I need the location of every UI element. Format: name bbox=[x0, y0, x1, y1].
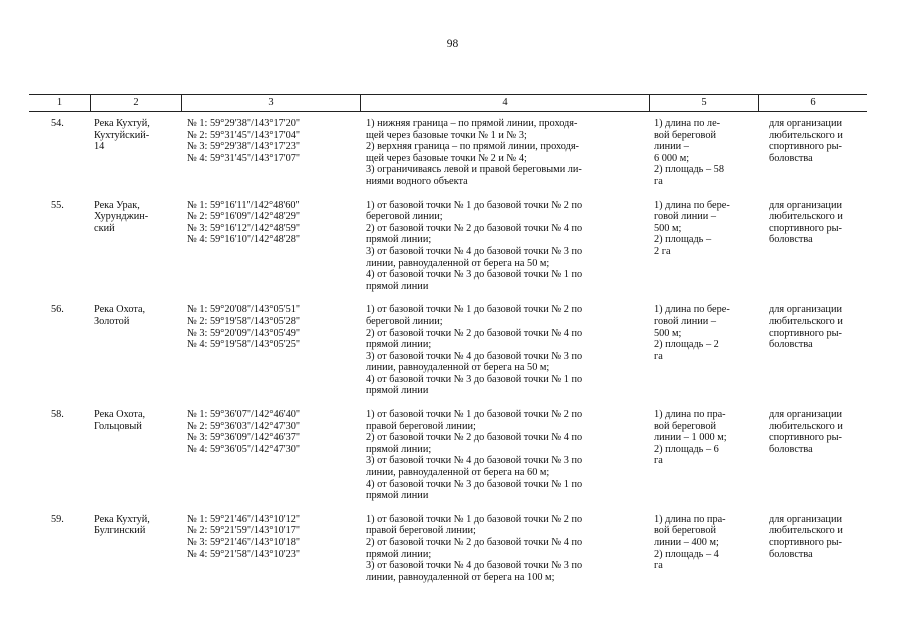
base-points: № 1: 59°21'46"/143°10'12" № 2: 59°21'59"/143°10'17" № 3: 59°21'46"/143°10'18" № 4: 59°21'58"/143°10'23" bbox=[187, 513, 301, 560]
table-body bbox=[29, 118, 867, 595]
site-purpose: для организации любительского и спортивного ры- боловства bbox=[769, 409, 843, 455]
header-col-1: 1 bbox=[56, 97, 63, 108]
boundary-description: 1) от базовой точки № 1 до базовой точки № 2 по правой береговой линии; 2) от базовой точки № 2 до базовой точки № 4 по прямой линии; 3) от базовой точки № 4 до базовой точки № 3 по линии, равноудаленной от берега на 60 м; 4) от базовой точки № 3 до базовой точки № 1 по прямой линии bbox=[366, 409, 583, 502]
boundary-description: 1) от базовой точки № 1 до базовой точки № 2 по береговой линии; 2) от базовой точки № 2 до базовой точки № 4 по прямой линии; 3) от базовой точки № 4 до базовой точки № 3 по линии, равноудаленной от берега на 50 м; 4) от базовой точки № 3 до базовой точки № 1 по прямой линии bbox=[366, 199, 583, 292]
site-size: 1) длина по бере- говой линии – 500 м; 2) площадь – 2 га bbox=[654, 304, 730, 362]
base-points: № 1: 59°36'07"/142°46'40" № 2: 59°36'03"/142°47'30" № 3: 59°36'09"/142°46'37" № 4: 59°36'05"/142°47'30" bbox=[187, 409, 301, 455]
site-size: 1) длина по ле- вой береговой линии – 6 000 м; 2) площадь – 58 га bbox=[654, 118, 724, 187]
site-name: Река Охота, Гольцовый bbox=[94, 409, 146, 432]
row-number: 54. bbox=[51, 118, 64, 129]
page-number: 98 bbox=[446, 38, 459, 50]
table-header bbox=[29, 94, 867, 112]
site-purpose: для организации любительского и спортивного ры- боловства bbox=[769, 304, 843, 351]
base-points: № 1: 59°16'11"/142°48'60" № 2: 59°16'09"/142°48'29" № 3: 59°16'12"/142°48'59" № 4: 59°16'10"/142°48'28" bbox=[187, 199, 301, 246]
header-col-4: 4 bbox=[360, 95, 649, 111]
table-row bbox=[29, 200, 867, 293]
site-name: Река Кухтуй, Кухтуйский- 14 bbox=[94, 118, 150, 153]
site-size: 1) длина по пра- вой береговой линии – 1 000 м; 2) площадь – 6 га bbox=[654, 409, 727, 467]
site-size: 1) длина по пра- вой береговой линии – 400 м; 2) площадь – 4 га bbox=[654, 513, 726, 572]
table-row bbox=[29, 118, 867, 188]
header-col-6: 6 bbox=[758, 95, 867, 111]
site-name: Река Кухтуй, Булгинский bbox=[94, 513, 150, 537]
site-size: 1) длина по бере- говой линии – 500 м; 2) площадь – 2 га bbox=[654, 199, 730, 257]
base-points: № 1: 59°29'38"/143°17'20" № 2: 59°31'45"/143°17'04" № 3: 59°29'38"/143°17'23" № 4: 59°31'45"/143°17'07" bbox=[187, 118, 301, 164]
row-number: 55. bbox=[51, 199, 64, 211]
boundary-description: 1) от базовой точки № 1 до базовой точки № 2 по береговой линии; 2) от базовой точки № 2 до базовой точки № 4 по прямой линии; 3) от базовой точки № 4 до базовой точки № 3 по линии, равноудаленной от берега на 50 м; 4) от базовой точки № 3 до базовой точки № 1 по прямой линии bbox=[366, 304, 583, 397]
header-col-2: 2 bbox=[90, 95, 181, 111]
row-number: 59. bbox=[51, 513, 64, 525]
site-name: Река Урак, Хурунджин- ский bbox=[94, 199, 149, 234]
header-col-5: 5 bbox=[649, 95, 758, 111]
row-number: 56. bbox=[51, 304, 64, 316]
boundary-description: 1) нижняя граница – по прямой линии, проходя- щей через базовые точки № 1 и № 3; 2) верхняя граница – по прямой линии, проходя- щей через базовые точки № 2 и № 4; 3) ограничиваясь левой и правой береговыми ли- ниями водного объекта bbox=[366, 118, 582, 187]
site-name: Река Охота, Золотой bbox=[94, 304, 146, 327]
site-purpose: для организации любительского и спортивного ры- боловства bbox=[769, 513, 843, 560]
base-points: № 1: 59°20'08"/143°05'51" № 2: 59°19'58"/143°05'28" № 3: 59°20'09"/143°05'49" № 4: 59°19'58"/143°05'25" bbox=[187, 304, 301, 351]
site-purpose: для организации любительского и спортивного ры- боловства bbox=[769, 118, 843, 164]
boundary-description: 1) от базовой точки № 1 до базовой точки № 2 по правой береговой линии; 2) от базовой точки № 2 до базовой точки № 4 по прямой линии; 3) от базовой точки № 4 до базовой точки № 3 по линии, равноудаленной от берега на 100 м; bbox=[366, 513, 583, 583]
header-col-3: 3 bbox=[181, 95, 360, 111]
table-row bbox=[29, 409, 867, 502]
row-number: 58. bbox=[51, 409, 64, 421]
table-row bbox=[29, 304, 867, 397]
site-purpose: для организации любительского и спортивного ры- боловства bbox=[769, 199, 843, 246]
table-row bbox=[29, 514, 867, 584]
